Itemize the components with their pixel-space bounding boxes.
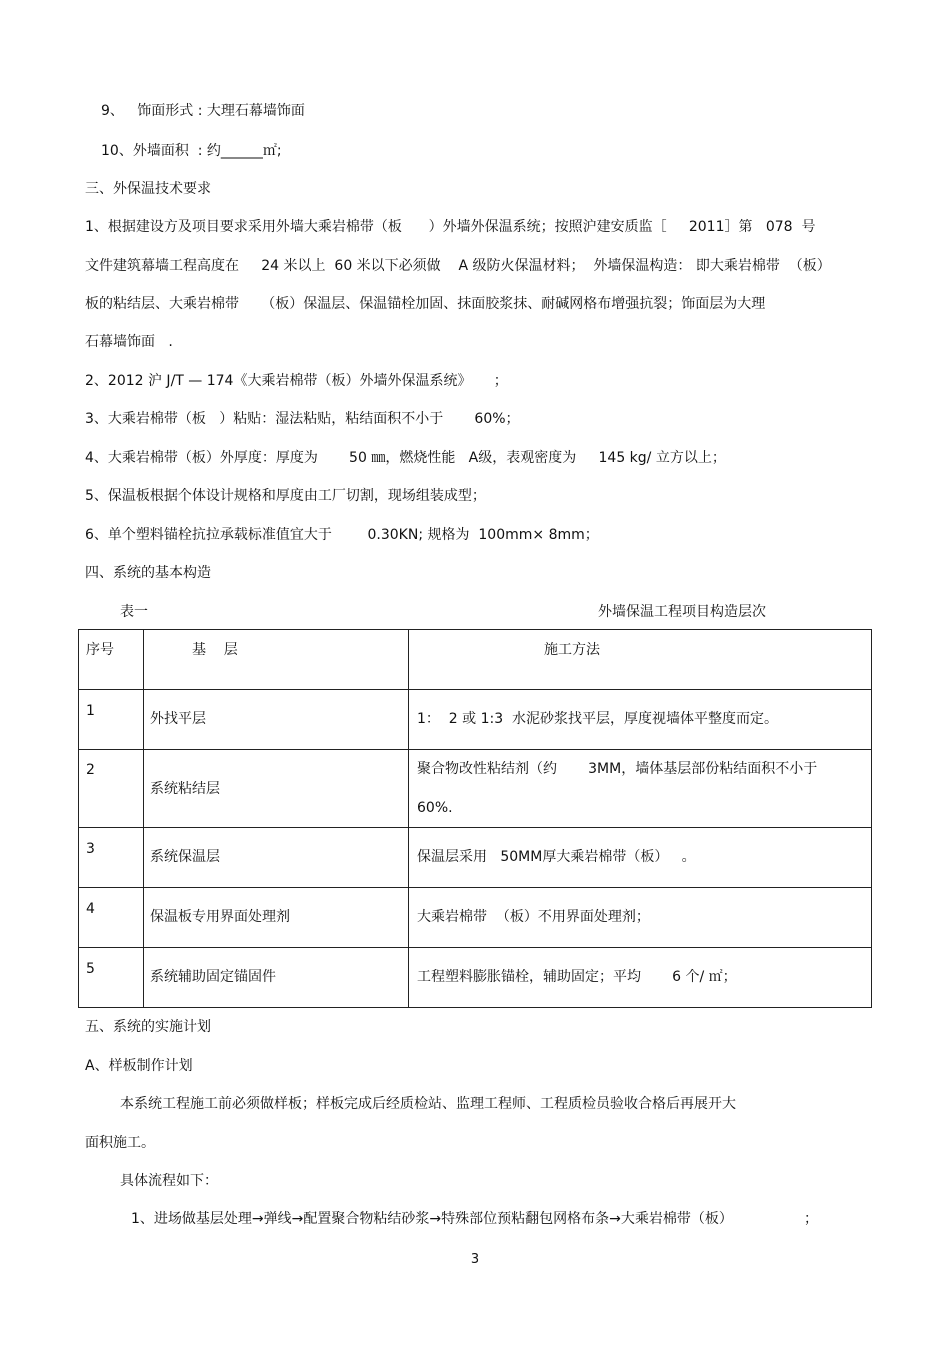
paragraph-1-line-3: 板的粘结层、大乘岩棉带 （板）保温层、保温锚栓加固、抹面胶浆抹、耐碱网格布增强抗裂；饰面层为大理	[85, 296, 766, 312]
flow-step-1: 1、进场做基层处理→弹线→配置聚合物粘结砂浆→特殊部位预粘翻包网格布条→大乘岩棉带（板） ；	[131, 1211, 819, 1227]
header-base: 基 层	[144, 630, 409, 690]
row-5-base: 系统辅助固定锚固件	[150, 969, 276, 985]
row-4-base: 保温板专用界面处理剂	[150, 909, 290, 925]
table-label: 表一	[120, 604, 148, 620]
paragraph-1-line-4: 石幕墙饰面 .	[85, 334, 173, 350]
paragraph-1-line-1: 1、根据建设方及项目要求采用外墙大乘岩棉带（板 ）外墙外保温系统；按照沪建安质监［ 2011］第 078 号	[85, 219, 816, 235]
section-3-heading: 三、外保温技术要求	[85, 181, 211, 197]
item-10-wall-area: 10、外墙面积 : 约______㎡;	[101, 143, 282, 159]
table-header-row	[79, 630, 872, 690]
row-5-method: 工程塑料膨胀锚栓，辅助固定；平均 6 个/ ㎡；	[417, 969, 737, 985]
table-row	[79, 690, 872, 750]
paragraph-1-line-2: 文件建筑幕墙工程高度在 24 米以上 60 米以下必须做 A 级防火保温材料； 外墙保温构造： 即大乘岩棉带 （板）	[85, 258, 831, 274]
row-5-no: 5	[86, 961, 95, 977]
item-9-facade-form: 9、 饰面形式 : 大理石幕墙饰面	[101, 103, 305, 119]
row-4-method: 大乘岩棉带 （板）不用界面处理剂；	[417, 909, 650, 925]
section-5-heading: 五、系统的实施计划	[85, 1019, 211, 1035]
row-3-no: 3	[86, 841, 95, 857]
row-1-method: 1： 2 或 1:3 水泥砂浆找平层，厚度视墙体平整度而定。	[417, 711, 779, 727]
header-no: 序号	[79, 630, 144, 690]
row-2-no: 2	[86, 762, 95, 778]
row-2-method-line-1: 聚合物改性粘结剂（约 3MM，墙体基层部份粘结面积不小于	[417, 761, 818, 777]
item-5-cutting: 5、保温板根据个体设计规格和厚度由工厂切割，现场组装成型；	[85, 488, 486, 504]
table-row	[79, 888, 872, 948]
row-3-base: 系统保温层	[150, 849, 220, 865]
row-3-method: 保温层采用 50MM厚大乘岩棉带（板） 。	[417, 849, 696, 865]
row-1-base: 外找平层	[150, 711, 206, 727]
section-4-heading: 四、系统的基本构造	[85, 565, 211, 581]
table-title: 外墙保温工程项目构造层次	[598, 604, 766, 620]
table-row	[79, 750, 872, 828]
construction-layers-table	[78, 629, 872, 1008]
subsection-a-heading: A、样板制作计划	[85, 1058, 193, 1074]
row-4-no: 4	[86, 901, 95, 917]
table-row	[79, 828, 872, 888]
sample-plan-line-2: 面积施工。	[85, 1135, 155, 1151]
item-2-standard: 2、2012 沪 J/T — 174《大乘岩棉带（板）外墙外保温系统》 ；	[85, 373, 508, 389]
page-number: 3	[470, 1252, 480, 1267]
sample-plan-line-1: 本系统工程施工前必须做样板；样板完成后经质检站、监理工程师、工程质检员验收合格后再展开大	[120, 1096, 736, 1112]
header-method: 施工方法	[409, 630, 872, 690]
item-4-thickness: 4、大乘岩棉带（板）外厚度：厚度为 50 ㎜，燃烧性能 A级，表观密度为 145 kg/ 立方以上；	[85, 450, 726, 466]
row-2-method-line-2: 60%.	[417, 800, 453, 816]
table-row	[79, 948, 872, 1008]
row-2-base: 系统粘结层	[150, 781, 220, 797]
item-6-anchor: 6、单个塑料锚栓抗拉承载标准值宜大于 0.30KN; 规格为 100mm× 8mm；	[85, 527, 599, 543]
item-3-bonding: 3、大乘岩棉带（板 ）粘贴：湿法粘贴，粘结面积不小于 60%；	[85, 411, 520, 427]
flow-intro: 具体流程如下：	[120, 1173, 218, 1189]
row-1-no: 1	[86, 703, 95, 719]
